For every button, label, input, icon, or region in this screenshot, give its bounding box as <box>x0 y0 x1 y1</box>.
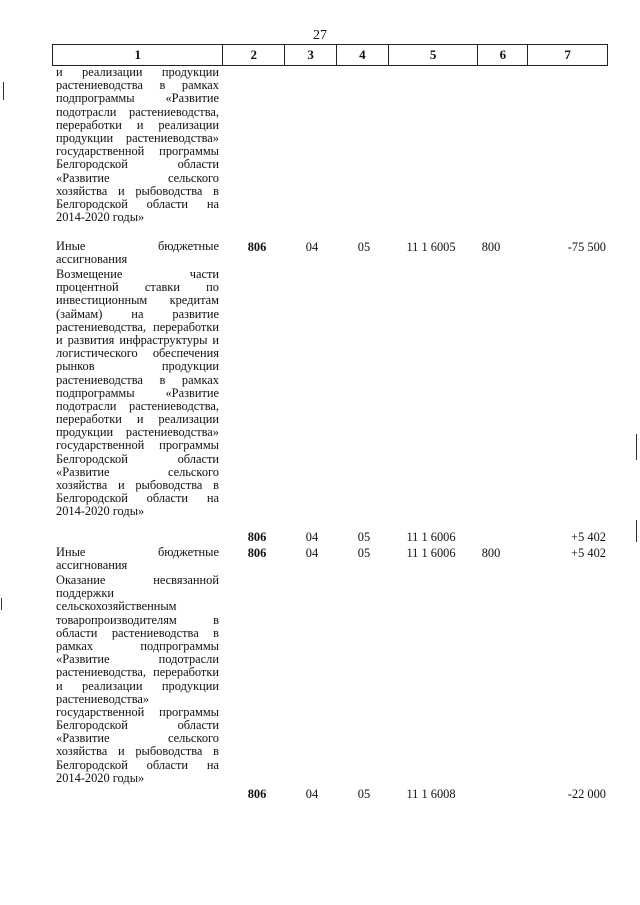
cell-ministry-code: 806 <box>247 546 267 560</box>
description-line: государственной программы <box>56 704 219 719</box>
header-col-1: 1 <box>134 47 141 62</box>
cell-amount: -22 000 <box>567 787 606 801</box>
description-line: Белгородской области <box>56 718 219 733</box>
description-line: инвестиционным кредитам <box>56 293 219 308</box>
header-col-6: 6 <box>477 45 527 65</box>
description-line: государственной программы <box>56 438 219 453</box>
cell-target-article: 11 1 6006 <box>406 546 456 560</box>
cell-amount: +5 402 <box>571 546 606 560</box>
header-col-3: 3 <box>284 45 336 65</box>
scan-mark <box>636 434 637 460</box>
description-line: растениеводства, переработки <box>56 319 219 334</box>
header-col-2: 2 <box>222 45 284 65</box>
description-line: процентной ставки по <box>56 280 219 295</box>
description-line: хозяйства и рыбоводства в <box>56 478 219 492</box>
description-line: подпрограммы «Развитие <box>56 385 219 400</box>
description-line: государственной программы <box>56 144 219 159</box>
description-line: области растениеводства в <box>56 625 219 640</box>
description-line: подпрограммы «Развитие <box>56 91 219 106</box>
table-header-row <box>52 44 608 66</box>
description-line: продукции растениеводства» <box>56 130 219 145</box>
description-line: и реализации продукции <box>56 678 219 693</box>
cell-subsection: 05 <box>357 240 371 254</box>
description-line: Белгородской области <box>56 157 219 172</box>
cell-ministry-code: 806 <box>247 240 267 254</box>
description-line: Белгородской области на <box>56 196 219 211</box>
cell-ministry-code: 806 <box>247 530 267 544</box>
description-line: хозяйства и рыбоводства в <box>56 183 219 198</box>
row-description <box>56 574 219 785</box>
cell-subsection: 05 <box>357 787 371 801</box>
description-line: Возмещение части <box>56 267 219 281</box>
description-line: и реализации продукции <box>56 65 219 79</box>
description-line: рамках подпрограммы <box>56 638 219 653</box>
cell-subsection: 05 <box>357 530 371 544</box>
cell-section: 04 <box>305 546 319 560</box>
scan-mark <box>636 520 637 542</box>
description-line: сельскохозяйственным <box>56 599 177 614</box>
cell-target-article: 11 1 6005 <box>406 240 456 254</box>
description-line: 2014-2020 годы» <box>56 504 145 519</box>
description-line: хозяйства и рыбоводства в <box>56 744 219 759</box>
cell-expense-type: 800 <box>481 546 501 560</box>
row-description <box>56 546 219 572</box>
description-line: товаропроизводителям в <box>56 612 219 627</box>
description-line: «Развитие подотрасли <box>56 652 219 667</box>
description-line: ассигнования <box>56 252 128 267</box>
page-number: 27 <box>313 28 327 43</box>
row-description <box>56 240 219 266</box>
description-line: поддержки <box>56 586 114 601</box>
description-line: 2014-2020 годы» <box>56 210 145 225</box>
description-line: Белгородской области на <box>56 757 219 772</box>
description-line: растениеводства в рамках <box>56 78 219 93</box>
description-line: переработки и реализации <box>56 117 219 132</box>
description-line: «Развитие сельского <box>56 464 219 479</box>
description-line: ассигнования <box>56 558 128 573</box>
cell-amount: -75 500 <box>567 240 606 254</box>
header-col-5: 5 <box>388 45 478 65</box>
description-line: подотрасли растениеводства, <box>56 104 219 119</box>
cell-section: 04 <box>305 787 319 801</box>
description-line: (займам) на развитие <box>56 306 219 321</box>
description-line: растениеводства» <box>56 691 150 706</box>
description-line: Иные бюджетные <box>56 239 219 253</box>
cell-amount: +5 402 <box>571 530 606 544</box>
scan-mark <box>1 598 2 610</box>
description-line: растениеводства в рамках <box>56 372 219 387</box>
cell-section: 04 <box>305 530 319 544</box>
description-line: логистического обеспечения <box>56 346 219 361</box>
header-col-7: 7 <box>527 45 607 65</box>
cell-subsection: 05 <box>357 546 371 560</box>
description-line: и развития инфраструктуры и <box>56 332 219 347</box>
description-line: Белгородской области на <box>56 491 219 506</box>
row-description <box>56 66 219 224</box>
description-line: Белгородской области <box>56 451 219 466</box>
header-col-4: 4 <box>336 45 388 65</box>
description-line: «Развитие сельского <box>56 170 219 185</box>
cell-section: 04 <box>305 240 319 254</box>
description-line: продукции растениеводства» <box>56 425 219 440</box>
cell-expense-type: 800 <box>481 240 501 254</box>
scan-mark <box>3 82 4 100</box>
description-line: Оказание несвязанной <box>56 573 219 587</box>
row-description <box>56 268 219 519</box>
cell-target-article: 11 1 6006 <box>406 530 456 544</box>
description-line: 2014-2020 годы» <box>56 770 145 785</box>
budget-table <box>52 44 608 801</box>
description-line: Иные бюджетные <box>56 545 219 559</box>
cell-ministry-code: 806 <box>247 787 267 801</box>
description-line: «Развитие сельского <box>56 731 219 746</box>
description-line: растениеводства, переработки <box>56 665 219 680</box>
cell-target-article: 11 1 6008 <box>406 787 456 801</box>
description-line: подотрасли растениеводства, <box>56 398 219 413</box>
description-line: переработки и реализации <box>56 412 219 427</box>
description-line: рынков продукции <box>56 359 219 374</box>
